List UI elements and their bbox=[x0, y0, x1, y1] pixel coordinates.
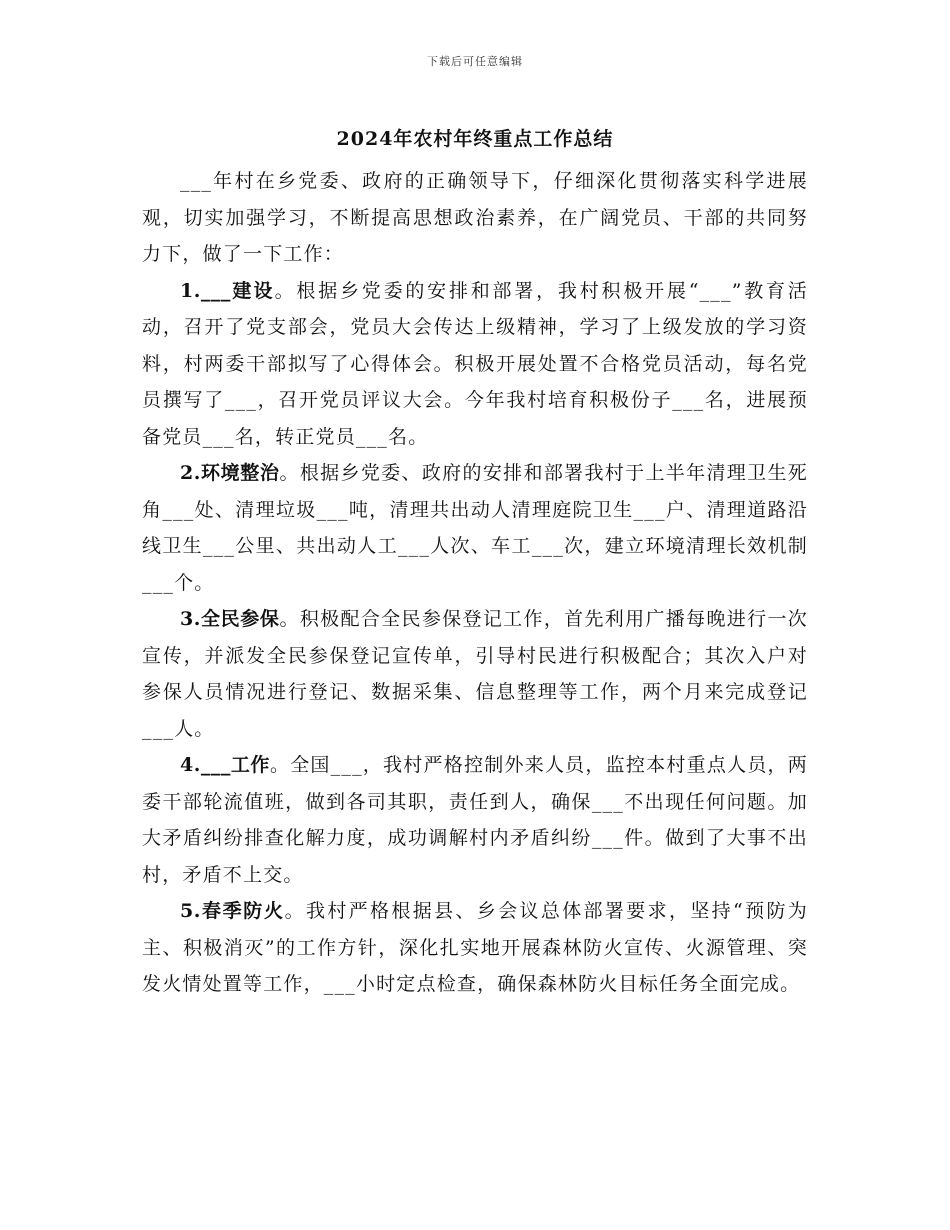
section-1-heading: 1.___建设 bbox=[180, 279, 275, 302]
document-body bbox=[142, 163, 808, 1003]
section-5-heading: 5.春季防火 bbox=[180, 900, 285, 922]
section-3-paragraph bbox=[142, 601, 808, 747]
section-2-paragraph bbox=[142, 455, 808, 601]
section-5-body: 。我村严格根据县、乡会议总体部署要求，坚持“预防为主、积极消灭”的工作方针，深化扎实地开展森林防火宣传、火源管理、突发火情处置等工作，___小时定点检查，确保森林防火目标任务全面完成。 bbox=[142, 900, 808, 995]
section-5-paragraph bbox=[142, 893, 808, 1003]
section-4-heading: 4.___工作 bbox=[180, 754, 270, 776]
section-4-paragraph bbox=[142, 747, 808, 893]
section-1-paragraph bbox=[142, 273, 808, 456]
intro-paragraph: ___年村在乡党委、政府的正确领导下，仔细深化贯彻落实科学进展观，切实加强学习，不断提高思想政治素养，在广阔党员、干部的共同努力下，做了一下工作： bbox=[142, 170, 808, 265]
section-3-heading: 3.全民参保 bbox=[180, 608, 280, 630]
section-3-body: 。积极配合全民参保登记工作，首先利用广播每晚进行一次宣传，并派发全民参保登记宣传单，引导村民进行积极配合；其次入户对参保人员情况进行登记、数据采集、信息整理等工作，两个月来完成登记___人。 bbox=[142, 608, 808, 740]
section-2-heading: 2.环境整治 bbox=[180, 462, 280, 484]
section-2-body: 。根据乡党委、政府的安排和部署我村于上半年清理卫生死角___处、清理垃圾___吨，清理共出动人清理庭院卫生___户、清理道路沿线卫生___公里、共出动人工___人次、车工___次，建立环境清理长效机制___个。 bbox=[142, 462, 808, 594]
header-note: 下载后可任意编辑 bbox=[427, 55, 523, 68]
page-title: 2024年农村年终重点工作总结 bbox=[336, 128, 614, 150]
section-4-body: 。全国___，我村严格控制外来人员，监控本村重点人员，两委干部轮流值班，做到各司其职，责任到人，确保___不出现任何问题。加大矛盾纠纷排查化解力度，成功调解村内矛盾纠纷___件。做到了大事不出村，矛盾不上交。 bbox=[142, 754, 808, 886]
section-1-body: 。根据乡党委的安排和部署，我村积极开展“___”教育活动，召开了党支部会，党员大会传达上级精神，学习了上级发放的学习资料，村两委干部拟写了心得体会。积极开展处置不合格党员活动，每名党员撰写了___，召开党员评议大会。今年我村培育积极份子___名，进展预备党员___名，转正党员___名。 bbox=[142, 279, 809, 448]
